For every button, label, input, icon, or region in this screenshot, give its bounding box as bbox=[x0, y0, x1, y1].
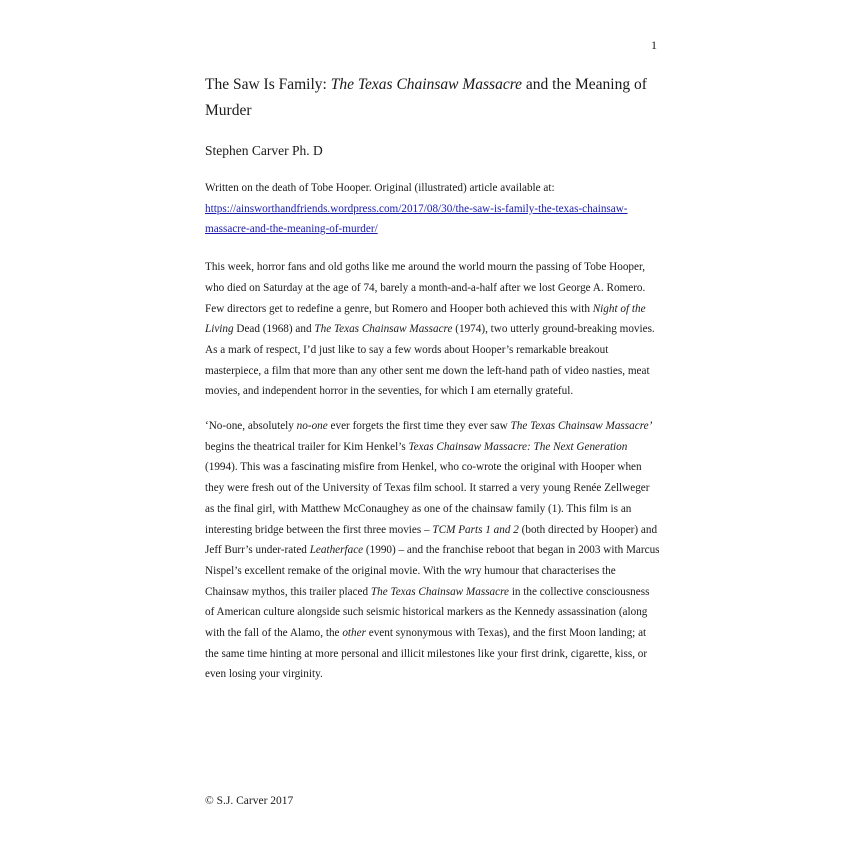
title-film-name: The Texas Chainsaw Massacre bbox=[330, 76, 523, 93]
p2-text-4: (1994). This was a fascinating misfire from Henkel, who co-wrote the original with Hooper when they were fresh out of the University of Texas film school. It starred a very young Renée Zellweger as the final girl, with Matthew McConaughey as one of the chainsaw family (1). This film is an interesting bridge between the first three movies – bbox=[205, 461, 650, 536]
p2-text-7: in the collective consciousness of American culture alongside such seismic historical markers as the Kennedy assassination (along with the fall of the Alamo, the bbox=[205, 585, 650, 640]
body-paragraph-1 bbox=[205, 257, 660, 402]
page-number: 1 bbox=[651, 38, 657, 52]
intro-text: Written on the death of Tobe Hooper. Original (illustrated) article available at: bbox=[205, 182, 555, 194]
p2-text-1: ‘No-one, absolutely bbox=[205, 420, 297, 433]
body-paragraph-2 bbox=[205, 416, 660, 685]
p2-italic-2: The Texas Chainsaw Massacre’ bbox=[510, 420, 653, 433]
intro-paragraph bbox=[205, 178, 660, 240]
title-suffix: and the Meaning of Murder bbox=[205, 76, 647, 119]
p2-italic-4: TCM Parts 1 and 2 bbox=[432, 523, 519, 536]
p2-text-5: (both directed by Hooper) and Jeff Burr’s under-rated bbox=[205, 523, 658, 557]
p1-italic-1: Night of the Living bbox=[205, 302, 646, 336]
p2-text-3: begins the theatrical trailer for Kim Henkel’s bbox=[205, 440, 409, 453]
p1-italic-2: The Texas Chainsaw Massacre bbox=[314, 323, 453, 336]
p2-italic-7: other bbox=[342, 627, 366, 640]
title-prefix: The Saw Is Family: bbox=[205, 76, 331, 93]
p2-italic-6: The Texas Chainsaw Massacre bbox=[370, 585, 510, 598]
p2-italic-5: Leatherface bbox=[309, 544, 364, 557]
p1-text-2: Dead (1968) and bbox=[233, 323, 315, 336]
p2-text-6: (1990) – and the franchise reboot that began in 2003 with Marcus Nispel’s excellent remake of the original movie. With the wry humour that characterises the Chainsaw mythos, this trailer placed bbox=[205, 544, 660, 598]
author-name: Stephen Carver Ph. D bbox=[205, 143, 323, 158]
p2-italic-3: Texas Chainsaw Massacre: The Next Generation bbox=[408, 440, 628, 453]
copyright-footer: © S.J. Carver 2017 bbox=[205, 795, 294, 807]
p1-text-3: (1974), two utterly ground-breaking movies. As a mark of respect, I’d just like to say a few words about Hooper’s remarkable breakout masterpiece, a film that more than any other sent me down the left-hand path of video nasties, meat movies, and independent horror in the seventies, for which I am eternally grateful. bbox=[205, 323, 655, 398]
p1-text-1: This week, horror fans and old goths like me around the world mourn the passing of Tobe Hooper, who died on Saturday at the age of 74, barely a month-and-a-half after we lost George A. Romero. Few directors get to redefine a genre, but Romero and Hooper both achieved this with bbox=[205, 261, 646, 315]
p2-text-8: event synonymous with Texas), and the first Moon landing; at the same time hinting at more personal and illicit milestones like your first drink, cigarette, kiss, or even losing your virginity. bbox=[205, 627, 648, 681]
p2-text-2: ever forgets the first time they ever saw bbox=[327, 420, 511, 433]
original-article-link[interactable]: https://ainsworthandfriends.wordpress.com/2017/08/30/the-saw-is-family-the-texas-chainsaw-massacre-and-the-meaning-of-murder/ bbox=[205, 202, 628, 236]
p2-italic-1: no-one bbox=[296, 420, 328, 433]
document-body bbox=[205, 72, 660, 685]
article-title bbox=[205, 72, 660, 124]
